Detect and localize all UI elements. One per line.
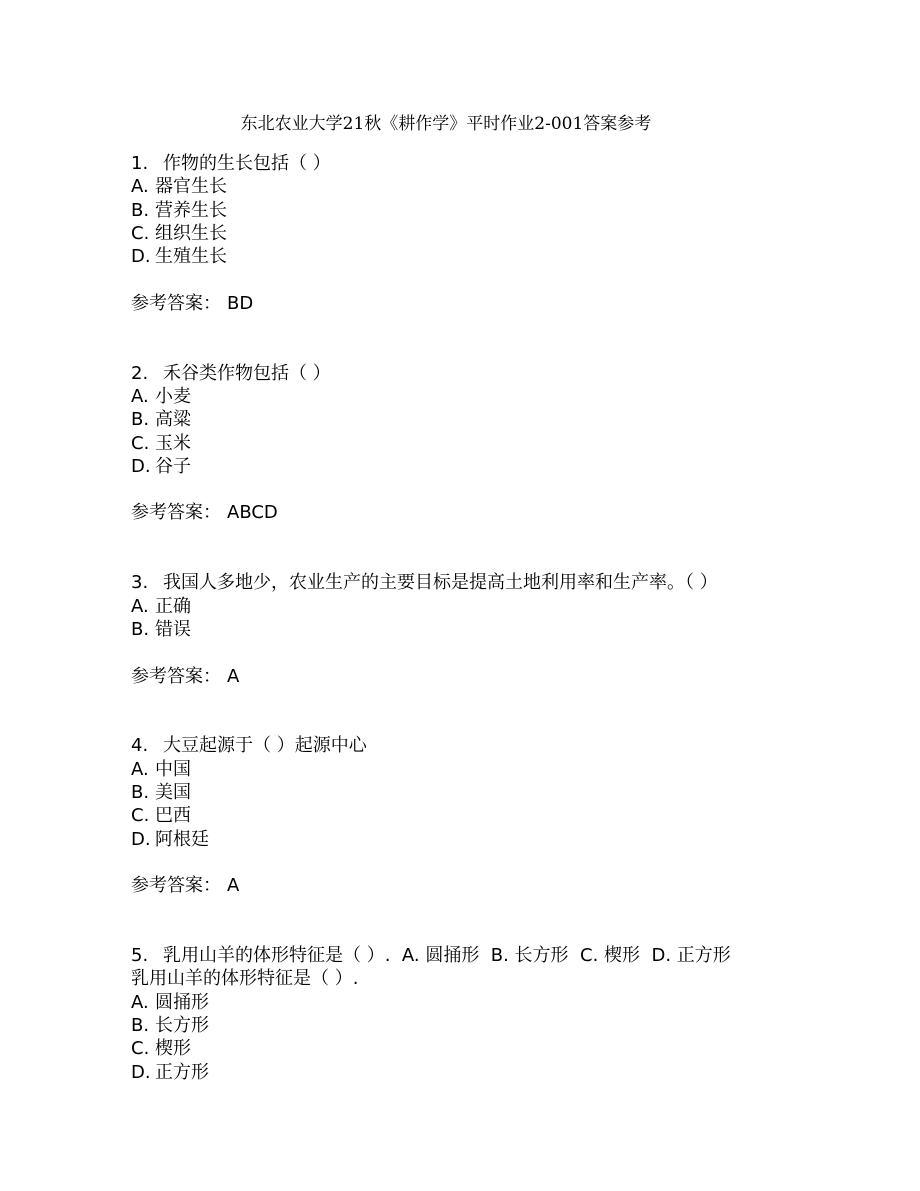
question-line <box>131 944 880 967</box>
option-key: C. <box>131 1038 150 1060</box>
option-key: A. <box>131 176 149 198</box>
option-key: D. <box>131 828 151 850</box>
question-block <box>131 362 880 525</box>
question-text: 我国人多地少，农业生产的主要目标是提高土地利用率和生产率。（ ） <box>163 572 718 594</box>
option-key: B. <box>131 782 150 804</box>
answer-line <box>131 665 880 688</box>
option-text: 谷子 <box>155 455 191 477</box>
option-key: A. <box>131 758 149 780</box>
question-number: 4. <box>131 735 149 757</box>
answer-label: 参考答案： <box>131 292 221 314</box>
option-line <box>131 595 880 618</box>
option-line <box>131 1037 880 1060</box>
question-number: 5. <box>131 945 149 967</box>
option-line <box>131 758 880 781</box>
question-text: 乳用山羊的体形特征是（ ）. A. 圆捅形 B. 长方形 C. 楔形 D. 正方形 <box>163 945 731 967</box>
question-line <box>131 362 880 385</box>
document-title: 东北农业大学21秋《耕作学》平时作业2-001答案参考 <box>240 114 652 134</box>
question-line <box>131 734 880 757</box>
option-text: 巴西 <box>155 805 191 827</box>
option-text: 组织生长 <box>155 222 227 244</box>
option-line <box>131 222 880 245</box>
question-number: 1. <box>131 153 149 174</box>
option-line <box>131 828 880 851</box>
question-block <box>131 734 880 897</box>
option-text: 高粱 <box>155 409 191 431</box>
answer-label: 参考答案： <box>131 875 221 897</box>
answer-value: ABCD <box>227 502 278 524</box>
option-line <box>131 408 880 431</box>
option-key: A. <box>131 385 149 407</box>
question-repeat-line: 乳用山羊的体形特征是（ ）. <box>131 968 359 990</box>
question-line <box>131 571 880 594</box>
question-block <box>131 944 880 1084</box>
option-text: 长方形 <box>155 1014 209 1036</box>
option-text: 正确 <box>155 595 191 617</box>
questions-container <box>131 152 880 1084</box>
option-line <box>131 804 880 827</box>
option-line <box>131 1014 880 1037</box>
option-text: 生殖生长 <box>155 246 227 268</box>
option-key: D. <box>131 455 151 477</box>
question-text: 大豆起源于（ ）起源中心 <box>163 735 367 757</box>
option-key: C. <box>131 222 150 244</box>
option-line <box>131 781 880 804</box>
question-block <box>131 571 880 687</box>
option-text: 楔形 <box>155 1038 191 1060</box>
option-key: B. <box>131 409 150 431</box>
option-text: 玉米 <box>155 432 191 454</box>
option-line <box>131 1061 880 1084</box>
option-key: D. <box>131 246 151 268</box>
option-key: C. <box>131 432 150 454</box>
answer-label: 参考答案： <box>131 665 221 687</box>
option-line <box>131 385 880 408</box>
option-key: B. <box>131 618 150 640</box>
answer-line <box>131 874 880 897</box>
question-number: 2. <box>131 362 149 384</box>
option-key: A. <box>131 595 149 617</box>
option-text: 正方形 <box>155 1061 209 1083</box>
question-line <box>131 152 880 175</box>
question-text: 禾谷类作物包括（ ） <box>163 362 331 384</box>
answer-line <box>131 501 880 524</box>
option-key: C. <box>131 805 150 827</box>
option-line <box>131 175 880 198</box>
question-number: 3. <box>131 572 149 594</box>
option-text: 小麦 <box>155 385 191 407</box>
question-text: 作物的生长包括（ ） <box>163 153 331 174</box>
option-text: 营养生长 <box>155 199 227 221</box>
option-key: A. <box>131 991 149 1013</box>
option-text: 美国 <box>155 782 191 804</box>
option-line <box>131 991 880 1014</box>
answer-value: A <box>227 665 240 687</box>
option-key: D. <box>131 1061 151 1083</box>
option-text: 阿根廷 <box>155 828 209 850</box>
answer-line <box>131 292 880 315</box>
answer-value: A <box>227 875 240 897</box>
answer-value: BD <box>227 292 254 314</box>
option-text: 器官生长 <box>155 176 227 198</box>
option-text: 错误 <box>155 618 191 640</box>
question-block <box>131 152 880 315</box>
answer-label: 参考答案： <box>131 502 221 524</box>
option-line <box>131 618 880 641</box>
option-key: B. <box>131 199 150 221</box>
option-line <box>131 199 880 222</box>
option-text: 中国 <box>155 758 191 780</box>
option-line <box>131 432 880 455</box>
option-text: 圆捅形 <box>155 991 209 1013</box>
option-key: B. <box>131 1014 150 1036</box>
option-line <box>131 245 880 268</box>
option-line <box>131 455 880 478</box>
